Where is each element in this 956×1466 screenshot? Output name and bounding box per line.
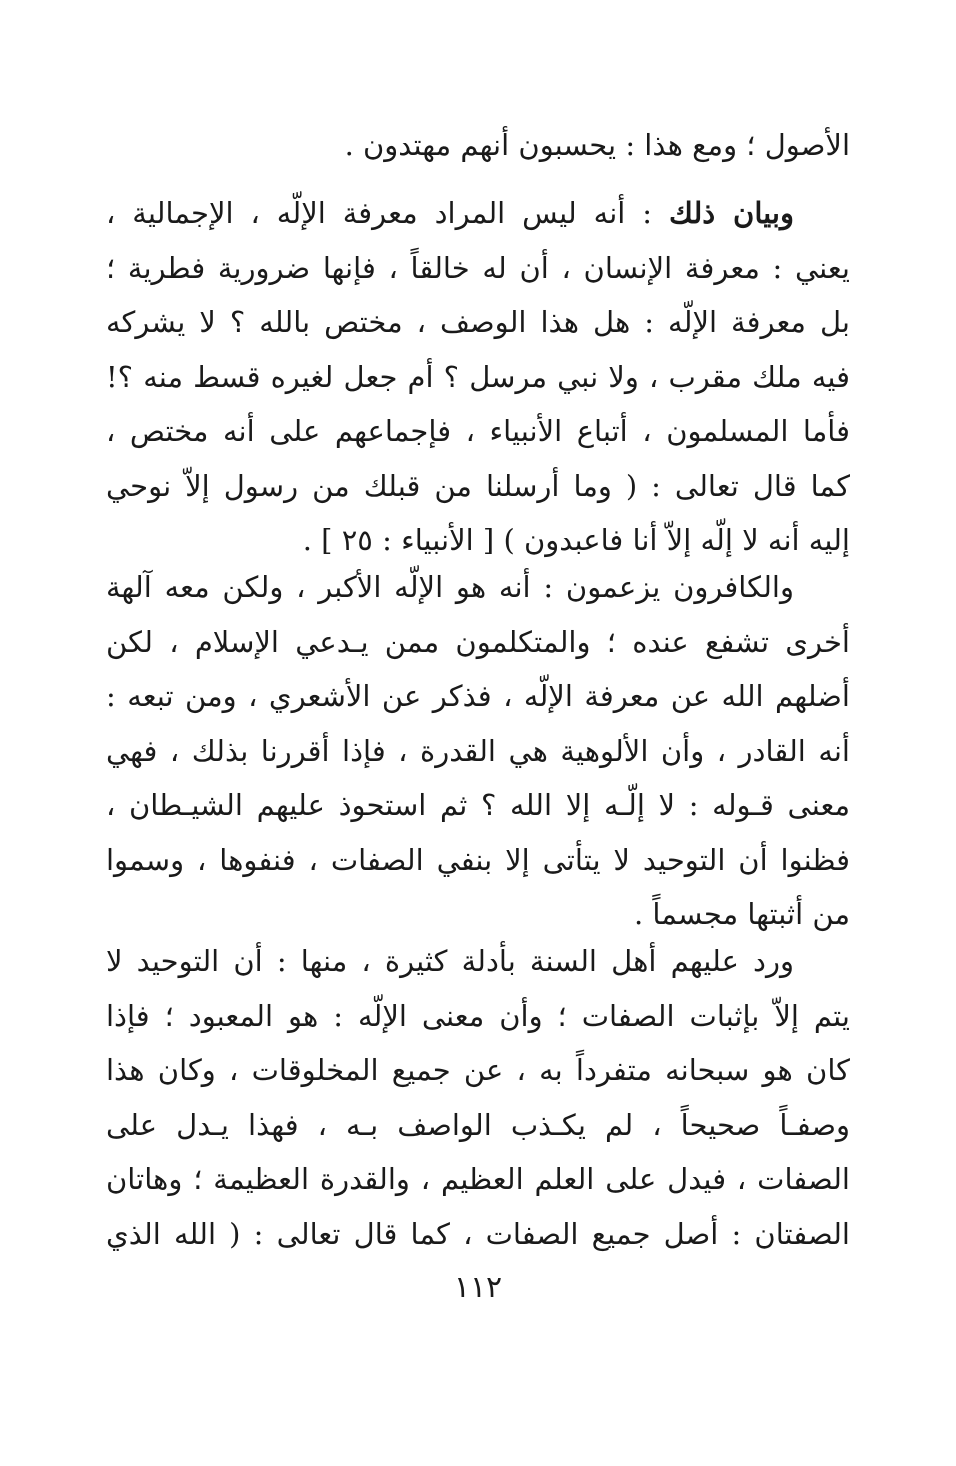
text-line: أخرى تشفع عنده ؛ والمتكلمون ممن يـدعي الإسلام ، لكن — [106, 624, 850, 659]
paragraph-disbelievers — [106, 560, 850, 942]
text-line: والكافرون يزعمون : أنه هو الإلّه الأكبر ، ولكن معه آلهة — [106, 570, 794, 604]
text-line: إليه أنه لا إلّه إلاّ أنا فاعبدون ) [ الأنبياء : ٢٥ ] . — [302, 523, 850, 557]
text-line: كما قال تعالى : ( وما أرسلنا من قبلك من رسول إلاّ نوحي — [106, 468, 850, 503]
text-line: الأصول ؛ ومع هذا : يحسبون أنهم مهتدون . — [344, 128, 850, 162]
text-line: فظنوا أن التوحيد لا يتأتى إلا بنفي الصفات ، فنفوها ، وسموا — [106, 842, 850, 877]
text-line: وصفـاً صحيحاً ، لم يكـذب الواصف بـه ، فهذا يـدل على — [106, 1107, 850, 1142]
text-line: كان هو سبحانه متفرداً به ، عن جميع المخلوقات ، وكان هذا — [106, 1053, 850, 1087]
text-line: يعني : معرفة الإنسان ، أن له خالقاً ، فإنها ضرورية فطرية ؛ — [106, 250, 850, 285]
text-line: أضلهم الله عن معرفة الإلّه ، فذكر عن الأشعري ، ومن تبعه : — [106, 679, 850, 713]
text-line: فأما المسلمون ، أتباع الأنبياء ، فإجماعهم على أنه مختص ، — [106, 414, 850, 448]
text-line: الصفتان : أصل جميع الصفات ، كما قال تعالى : ( الله الذي — [106, 1216, 850, 1251]
text-line: من أثبتها مجسماً . — [633, 897, 850, 931]
text-line: ورد عليهم أهل السنة بأدلة كثيرة ، منها : أن التوحيد لا — [106, 944, 794, 978]
text-line: بل معرفة الإلّه : هل هذا الوصف ، مختص بالله ؟ لا يشركه — [106, 305, 850, 339]
text-line: أنه القادر ، وأن الألوهية هي القدرة ، فإذا أقررنا بذلك ، فهي — [106, 733, 850, 768]
paragraph-lead: وبيان ذلك — [669, 196, 795, 230]
text-line-rest: : أنه ليس المراد معرفة الإلّه ، الإجمالية ، — [106, 196, 670, 230]
text-line: يتم إلاّ بإثبات الصفات ؛ وأن معنى الإلّه : هو المعبود ؛ فإذا — [106, 998, 850, 1033]
text-line: معنى قـوله : لا إلّـه إلا الله ؟ ثم استحوذ عليهم الشيـطان ، — [106, 788, 850, 822]
text-line: الصفات ، فيدل على العلم العظيم ، والقدرة العظيمة ؛ وهاتان — [106, 1162, 850, 1196]
page-number: ١١٢ — [453, 1270, 503, 1305]
paragraph-continuation — [106, 118, 850, 173]
text-line: فيه ملك مقرب ، ولا نبي مرسل ؟ أم جعل لغيره قسط منه ؟! — [106, 359, 850, 394]
paragraph-refutation — [106, 934, 850, 1261]
text-line — [106, 186, 850, 241]
paragraph-explanation — [106, 186, 850, 568]
